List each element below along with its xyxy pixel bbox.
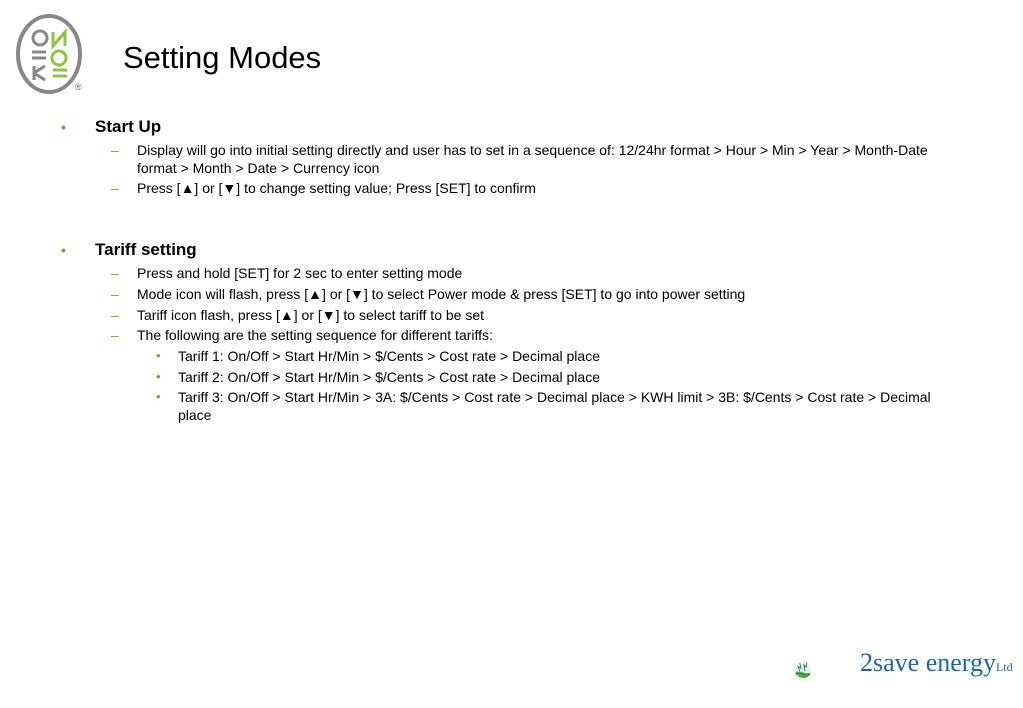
section-heading-text: Tariff setting (95, 240, 197, 259)
brand-suffix: Ltd (995, 660, 1013, 674)
sub-list-item-text: Tariff 2: On/Off > Start Hr/Min > $/Cents > Cost rate > Decimal place (178, 369, 600, 385)
list-item-text: Display will go into initial setting directly and user has to set in a sequence of: 12/24hr format > Hour > Min > Year > Month-Date format > Month > Date > Currency icon (137, 142, 928, 176)
list-item-text: Press [▲] or [▼] to change setting value; Press [SET] to confirm (137, 180, 536, 196)
list-item (111, 142, 962, 177)
list-item (111, 327, 962, 345)
list-item-text: Tariff icon flash, press [▲] or [▼] to select tariff to be set (137, 307, 485, 323)
section-heading-text: Start Up (95, 117, 162, 136)
dash-bullet-icon: – (111, 142, 119, 158)
sub-list-item-text: Tariff 1: On/Off > Start Hr/Min > $/Cents > Cost rate > Decimal place (178, 348, 600, 364)
slide-title: Setting Modes (123, 40, 322, 75)
bullet-icon: • (156, 389, 161, 404)
bullet-icon: • (61, 242, 66, 258)
list-item-text: Press and hold [SET] for 2 sec to enter setting mode (137, 265, 463, 281)
dash-bullet-icon: – (111, 307, 119, 323)
sub-list-item (156, 389, 963, 424)
dash-bullet-icon: – (111, 180, 119, 196)
section-heading-tariff-setting (61, 240, 197, 260)
brand-name: 2save energy (860, 648, 996, 677)
list-item (111, 180, 962, 198)
section-heading-start-up (61, 117, 162, 137)
list-item (111, 265, 962, 283)
list-item-text: Mode icon will flash, press [▲] or [▼] to select Power mode & press [SET] to go into power setting (137, 286, 746, 302)
list-item (111, 307, 962, 325)
list-item-text: The following are the setting sequence for different tariffs: (137, 327, 493, 343)
bullet-icon: • (156, 348, 161, 363)
dash-bullet-icon: – (111, 286, 119, 302)
bullet-icon: • (61, 119, 66, 135)
sub-list-item-text: Tariff 3: On/Off > Start Hr/Min > 3A: $/Cents > Cost rate > Decimal place > KWH limit > 3B: $/Cents > Cost rate > Decimal place (178, 389, 931, 423)
list-item (111, 286, 962, 304)
brand-wordmark (860, 648, 1013, 678)
sub-list-item (156, 369, 963, 387)
bullet-icon: • (156, 369, 161, 384)
brand-logo-icon (794, 638, 858, 702)
sub-list-item (156, 348, 963, 366)
dash-bullet-icon: – (111, 265, 119, 281)
registered-mark: ® (75, 82, 82, 92)
dash-bullet-icon: – (111, 327, 119, 343)
